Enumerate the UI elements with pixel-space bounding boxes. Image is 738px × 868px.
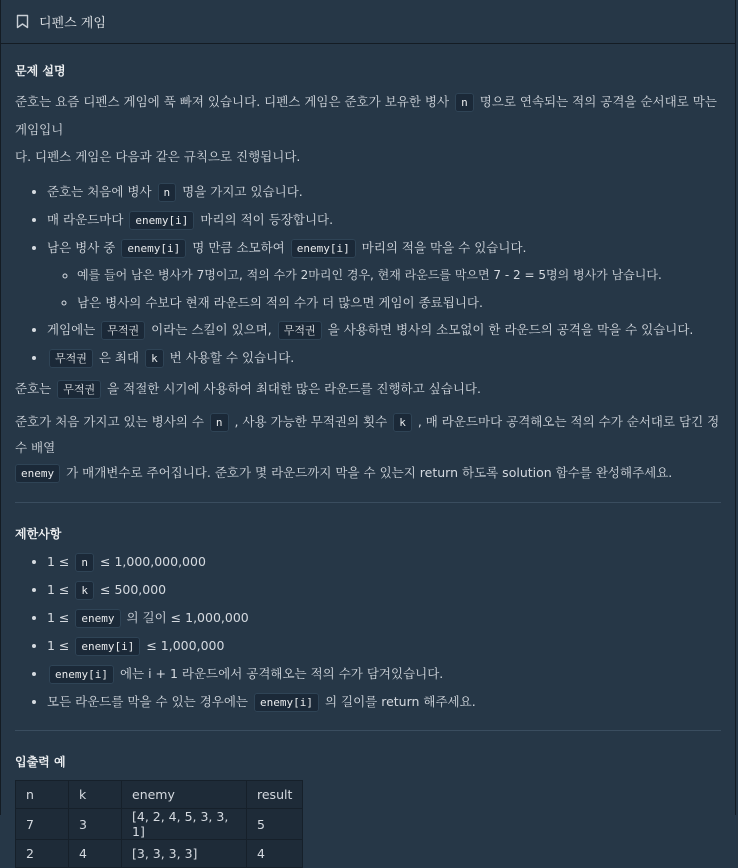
- inline-code: 무적권: [57, 380, 101, 399]
- list-item: • 1 ≤ n ≤ 1,000,000,000: [47, 548, 721, 576]
- inline-code: n: [75, 553, 94, 572]
- examples-table: [15, 780, 303, 868]
- bookmark-icon[interactable]: [16, 14, 29, 29]
- table-header-row: [16, 781, 303, 809]
- list-item: • 준호는 처음에 병사 n 명을 가지고 있습니다.: [47, 178, 721, 206]
- list-item: • 1 ≤ enemy 의 길이 ≤ 1,000,000: [47, 604, 721, 632]
- inline-code: enemy[i]: [291, 239, 356, 258]
- problem-title: 디펜스 게임: [39, 16, 106, 31]
- inline-code: enemy[i]: [254, 693, 319, 712]
- table-cell: 3: [69, 809, 122, 840]
- description-paragraph-3: 준호가 처음 가지고 있는 병사의 수 n , 사용 가능한 무적권의 횟수 k , 매 라운드마다 공격해오는 적의 수가 순서대로 담긴 정수 배열 enemy 가 매개변수로 주어집니다. 준호가 몇 라운드까지 막을 수 있는지 return 하도록 solution 함수를 완성해주세요.: [15, 409, 721, 486]
- list-item: • 매 라운드마다 enemy[i] 마리의 적이 등장합니다.: [47, 206, 721, 234]
- table-cell: 4: [69, 840, 122, 868]
- table-cell: 7: [16, 809, 69, 840]
- description-paragraph-1: 준호는 요즘 디펜스 게임에 푹 빠져 있습니다. 디펜스 게임은 준호가 보유한 병사 n 명으로 연속되는 적의 공격을 순서대로 막는 게임입니 다. 디펜스 게임은 다음과 같은 규칙으로 진행됩니다.: [15, 94, 717, 164]
- inline-code: n: [455, 93, 474, 112]
- divider: [15, 730, 721, 731]
- inline-code: enemy[i]: [121, 239, 186, 258]
- table-cell: 5: [247, 809, 303, 840]
- list-item: • 게임에는 무적권 이라는 스킬이 있으며, 무적권 을 사용하면 병사의 소모없이 한 라운드의 공격을 막을 수 있습니다.: [47, 316, 721, 344]
- inline-code: k: [75, 581, 94, 600]
- examples-heading: 입출력 예: [15, 755, 66, 769]
- inline-code: n: [158, 183, 177, 202]
- constraints-list: [15, 548, 721, 716]
- column-header: n: [16, 781, 69, 809]
- sub-list-item: ◦ 남은 병사의 수보다 현재 라운드의 적의 수가 더 많으면 게임이 종료됩니다.: [77, 289, 721, 316]
- panel-header: [1, 0, 735, 44]
- table-cell: [4, 2, 4, 5, 3, 3, 1]: [122, 809, 247, 840]
- inline-code: enemy[i]: [75, 637, 140, 656]
- table-cell: 4: [247, 840, 303, 868]
- column-header: k: [69, 781, 122, 809]
- inline-code: 무적권: [49, 349, 93, 368]
- list-item: • 남은 병사 중 enemy[i] 명 만큼 소모하여 enemy[i] 마리의 적을 막을 수 있습니다. ◦ 예를 들어 남은 병사가 7명이고, 적의 수가 2마리인 경우, 현재 라운드를 막으면 7 - 2 = 5명의 병사가 남습니다. ◦ 남은 병사의 수보다 현재 라운드의 적의 수가 더 많으면 게임이 종료됩니다.: [47, 234, 721, 316]
- inline-code: n: [210, 413, 229, 432]
- divider: [15, 502, 721, 503]
- list-item: • 1 ≤ k ≤ 500,000: [47, 576, 721, 604]
- column-header: result: [247, 781, 303, 809]
- table-cell: [3, 3, 3, 3]: [122, 840, 247, 868]
- inline-code: enemy: [15, 464, 60, 483]
- list-item: • enemy[i] 에는 i + 1 라운드에서 공격해오는 적의 수가 담겨있습니다.: [47, 660, 721, 688]
- column-header: enemy: [122, 781, 247, 809]
- inline-code: 무적권: [278, 321, 322, 340]
- constraints-heading: 제한사항: [15, 527, 62, 541]
- sub-list: [47, 262, 721, 316]
- table-cell: 2: [16, 840, 69, 868]
- inline-code: enemy[i]: [129, 211, 194, 230]
- table-row: [16, 809, 303, 840]
- description-paragraph-2: 준호는 무적권 을 적절한 시기에 사용하여 최대한 많은 라운드를 진행하고 싶습니다.: [15, 376, 721, 403]
- list-item: • 모든 라운드를 막을 수 있는 경우에는 enemy[i] 의 길이를 return 해주세요.: [47, 688, 721, 716]
- inline-code: k: [393, 413, 412, 432]
- table-row: [16, 840, 303, 868]
- description-heading: 문제 설명: [15, 64, 66, 78]
- inline-code: enemy: [75, 609, 120, 628]
- inline-code: enemy[i]: [49, 665, 114, 684]
- inline-code: k: [145, 349, 164, 368]
- list-item: • 무적권 은 최대 k 번 사용할 수 있습니다.: [47, 344, 721, 372]
- rules-list: [15, 178, 721, 372]
- inline-code: 무적권: [101, 321, 145, 340]
- list-item: • 1 ≤ enemy[i] ≤ 1,000,000: [47, 632, 721, 660]
- sub-list-item: ◦ 예를 들어 남은 병사가 7명이고, 적의 수가 2마리인 경우, 현재 라운드를 막으면 7 - 2 = 5명의 병사가 남습니다.: [77, 262, 721, 289]
- problem-content: [1, 44, 735, 868]
